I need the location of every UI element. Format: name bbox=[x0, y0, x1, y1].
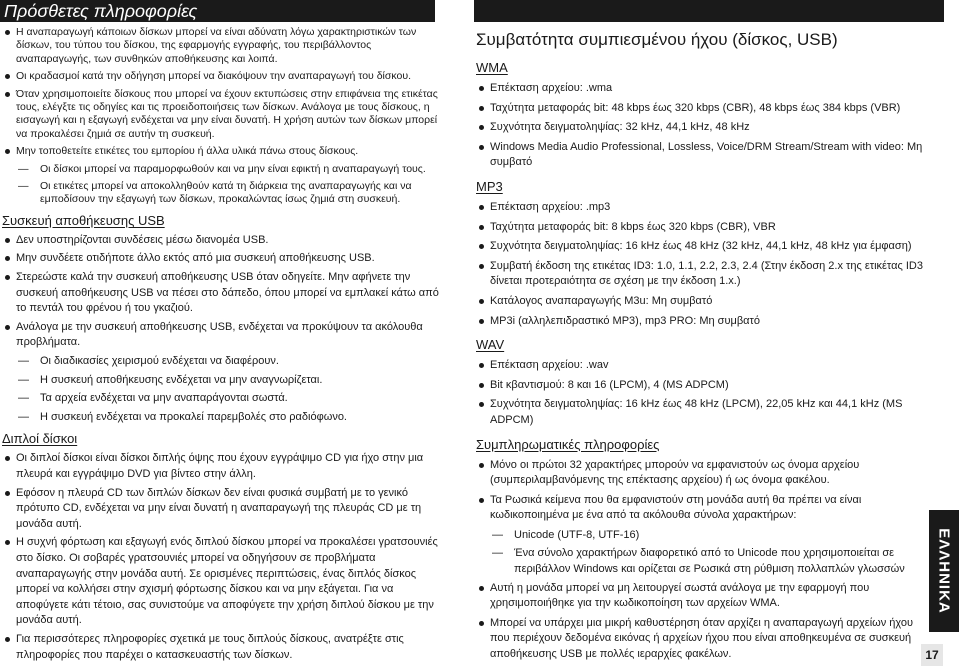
page-number: 17 bbox=[921, 644, 943, 666]
list-item: Ταχύτητα μεταφοράς bit: 8 kbps έως 320 kbps (CBR), VBR bbox=[476, 220, 928, 236]
list-item: Συχνότητα δειγματοληψίας: 32 kHz, 44,1 kHz, 48 kHz bbox=[476, 120, 928, 136]
list-item: Οι κραδασμοί κατά την οδήγηση μπορεί να διακόψουν την αναπαραγωγή του δίσκου. bbox=[2, 70, 442, 83]
dash-item: — Οι δίσκοι μπορεί να παραμορφωθούν και να μην είναι εφικτή η αναπαραγωγή τους. bbox=[2, 163, 442, 176]
list-item: Οι διπλοί δίσκοι είναι δίσκοι διπλής όψης που έχουν εγγράψιμο CD για ήχο στην μια πλευρά και εγγράψιμο DVD για βίντεο στην άλλη. bbox=[2, 451, 442, 482]
heading-supplementary: Συμπληρωματικές πληροφορίες bbox=[476, 436, 660, 452]
list-item: Ταχύτητα μεταφοράς bit: 48 kbps έως 320 kbps (CBR), 48 kbps έως 384 kbps (VBR) bbox=[476, 101, 928, 117]
wma-list bbox=[476, 81, 928, 171]
section-heading-usb: Συσκευή αποθήκευσης USB bbox=[2, 212, 165, 228]
header-bar bbox=[474, 0, 944, 22]
heading-wma: WMA bbox=[476, 60, 508, 75]
list-item: Στερεώστε καλά την συσκευή αποθήκευσης USB όταν οδηγείτε. Μην αφήνετε την συσκευή αποθήκευσης USB να πέσει στο δάπεδο, όπου μπορεί να εμπλακεί κάτω από το πεντάλ του φρένου ή του γκαζιού. bbox=[2, 270, 442, 317]
dash-item: — Unicode (UTF-8, UTF-16) bbox=[476, 528, 928, 544]
section-heading-dual-discs: Διπλοί δίσκοι bbox=[2, 431, 78, 447]
section-title-compatibility: Συμβατότητα συμπιεσμένου ήχου (δίσκος, USB) bbox=[476, 30, 838, 49]
dash-item: — Ένα σύνολο χαρακτήρων διαφορετικό από το Unicode που χρησιμοποιείται σε περιβάλλον Windows και ορίζεται σε Ρωσικά στη ρύθμιση πολλαπλών γλωσσών bbox=[476, 546, 928, 577]
dash-item: — Η συσκευή αποθήκευσης ενδέχεται να μην αναγνωρίζεται. bbox=[2, 373, 442, 389]
dual-discs-list bbox=[2, 451, 442, 663]
dash-item: — Η συσκευή ενδέχεται να προκαλεί παρεμβολές στο ραδιόφωνο. bbox=[2, 410, 442, 426]
list-item: Εφόσον η πλευρά CD των διπλών δίσκων δεν είναι φυσικά συμβατή με το γενικό πρότυπο CD, ενδέχεται να μην είναι δυνατή η αναπαραγωγή της πλευράς CD με τη μονάδα αυτή. bbox=[2, 486, 442, 533]
list-item: Windows Media Audio Professional, Lossless, Voice/DRM Stream/Stream with video: Μη συμβατό bbox=[476, 140, 928, 171]
dash-item: — Οι ετικέτες μπορεί να αποκολληθούν κατά τη διάρκεια της αναπαραγωγής και να εμποδίσουν την εξαγωγή των δίσκων, προκαλώντας ίσως ζημιά στη συσκευή. bbox=[2, 180, 442, 207]
list-item: Δεν υποστηρίζονται συνδέσεις μέσω διανομέα USB. bbox=[2, 233, 442, 249]
heading-wav: WAV bbox=[476, 337, 505, 353]
list-item: Ανάλογα με την συσκευή αποθήκευσης USB, ενδέχεται να προκύψουν τα ακόλουθα προβλήματα. bbox=[2, 320, 442, 351]
list-item: Τα Ρωσικά κείμενα που θα εμφανιστούν στη μονάδα αυτή θα πρέπει να είναι κωδικοποιημένα με ένα από τα ακόλουθα σύνολα χαρακτήρων: bbox=[476, 493, 928, 524]
usb-list bbox=[2, 233, 442, 426]
list-item: Μόνο οι πρώτοι 32 χαρακτήρες μπορούν να εμφανιστούν ως όνομα αρχείου (συμπεριλαμβανόμενης της επέκτασης αρχείου) ή ως όνομα φακέλου. bbox=[476, 458, 928, 489]
list-item: MP3i (αλληλεπιδραστικό MP3), mp3 PRO: Μη συμβατό bbox=[476, 314, 928, 330]
wav-list bbox=[476, 358, 928, 428]
list-item: Μην τοποθετείτε ετικέτες του εμπορίου ή άλλα υλικά πάνω στους δίσκους. bbox=[2, 145, 442, 158]
list-item: Η συχνή φόρτωση και εξαγωγή ενός διπλού δίσκου μπορεί να προκαλέσει γρατσουνιές στο δίσκο. Οι σοβαρές γρατσουνιές μπορεί να οδηγήσουν σε προβλήματα αναπαραγωγής στην μονάδα αυτή. Σε ορισμένες περιπτώσεις, ένας διπλός δίσκος μπορεί να κολλήσει στην σχισμή φόρτωσης δίσκου και να μην εξάγεται. Για να αποφύγετε κάτι τέτοιο, σας συνιστούμε να αποφύγετε την χρήση διπλού δίσκου με την μονάδα αυτή. bbox=[2, 535, 442, 629]
list-item: Η αναπαραγωγή κάποιων δίσκων μπορεί να είναι αδύνατη λόγω χαρακτηριστικών των δίσκων, του τύπου του δίσκου, της εφαρμογής εγγραφής, του περιβάλλοντος αναπαραγωγής, των συνθηκών αποθήκευσης και λοιπά. bbox=[2, 26, 442, 66]
language-tab-label: ΕΛΛΗΝΙΚΑ bbox=[935, 528, 953, 614]
list-item: Συχνότητα δειγματοληψίας: 16 kHz έως 48 kHz (32 kHz, 44,1 kHz, 48 kHz για έμφαση) bbox=[476, 239, 928, 255]
right-column bbox=[476, 30, 928, 667]
list-item: Επέκταση αρχείου: .wav bbox=[476, 358, 928, 374]
supplementary-list bbox=[476, 458, 928, 663]
list-item: Κατάλογος αναπαραγωγής M3u: Μη συμβατό bbox=[476, 294, 928, 310]
list-item: Για περισσότερες πληροφορίες σχετικά με τους διπλούς δίσκους, ανατρέξτε στις πληροφορίες που παρέχει ο κατασκευαστής των δίσκων. bbox=[2, 632, 442, 663]
list-item: Μπορεί να υπάρχει μια μικρή καθυστέρηση όταν αρχίζει η αναπαραγωγή αρχείων ήχου που περιέχουν δεδομένα εικόνας ή αρχείων ήχου που είναι αποθηκευμένα σε συσκευή αποθήκευσης USB με πολλές ιεραρχίες φακέλων. bbox=[476, 616, 928, 663]
dash-item: — Οι διαδικασίες χειρισμού ενδέχεται να διαφέρουν. bbox=[2, 354, 442, 370]
list-item: Συμβατή έκδοση της ετικέτας ID3: 1.0, 1.1, 2.2, 2.3, 2.4 (Στην έκδοση 2.x της ετικέτας ID3 δίνεται προτεραιότητα σε σχέση με την έκδοση 1.x.) bbox=[476, 259, 928, 290]
list-item: Όταν χρησιμοποιείτε δίσκους που μπορεί να έχουν εκτυπώσεις στην επιφάνεια της ετικέτας τους, ελέγξτε τις οδηγίες και τις προειδοποιήσεις των δίσκων. Ανάλογα με τους δίσκους, η εισαγωγή και η εξαγωγή ενδέχεται να μην είναι δυνατή. Η χρήση αυτών των δίσκων μπορεί να προκαλέσει ζημιά σε αυτήν τη συσκευή. bbox=[2, 88, 442, 142]
heading-mp3: MP3 bbox=[476, 178, 503, 194]
mp3-list bbox=[476, 200, 928, 329]
page-title: Πρόσθετες πληροφορίες bbox=[0, 0, 435, 22]
list-item: Επέκταση αρχείου: .mp3 bbox=[476, 200, 928, 216]
list-item: Αυτή η μονάδα μπορεί να μη λειτουργεί σωστά ανάλογα με την εφαρμογή που χρησιμοποιήθηκε για την κωδικοποίηση των αρχείων WMA. bbox=[476, 581, 928, 612]
list-item: Μην συνδέετε οτιδήποτε άλλο εκτός από μια συσκευή αποθήκευσης USB. bbox=[2, 251, 442, 267]
list-item: Συχνότητα δειγματοληψίας: 16 kHz έως 48 kHz (LPCM), 22,05 kHz και 44,1 kHz (MS ADPCM) bbox=[476, 397, 928, 428]
language-tab bbox=[929, 510, 959, 632]
left-column bbox=[2, 26, 442, 666]
list-item: Επέκταση αρχείου: .wma bbox=[476, 81, 928, 97]
dash-item: — Τα αρχεία ενδέχεται να μην αναπαράγονται σωστά. bbox=[2, 391, 442, 407]
discs-list bbox=[2, 26, 442, 207]
list-item: Bit κβαντισμού: 8 και 16 (LPCM), 4 (MS ADPCM) bbox=[476, 378, 928, 394]
